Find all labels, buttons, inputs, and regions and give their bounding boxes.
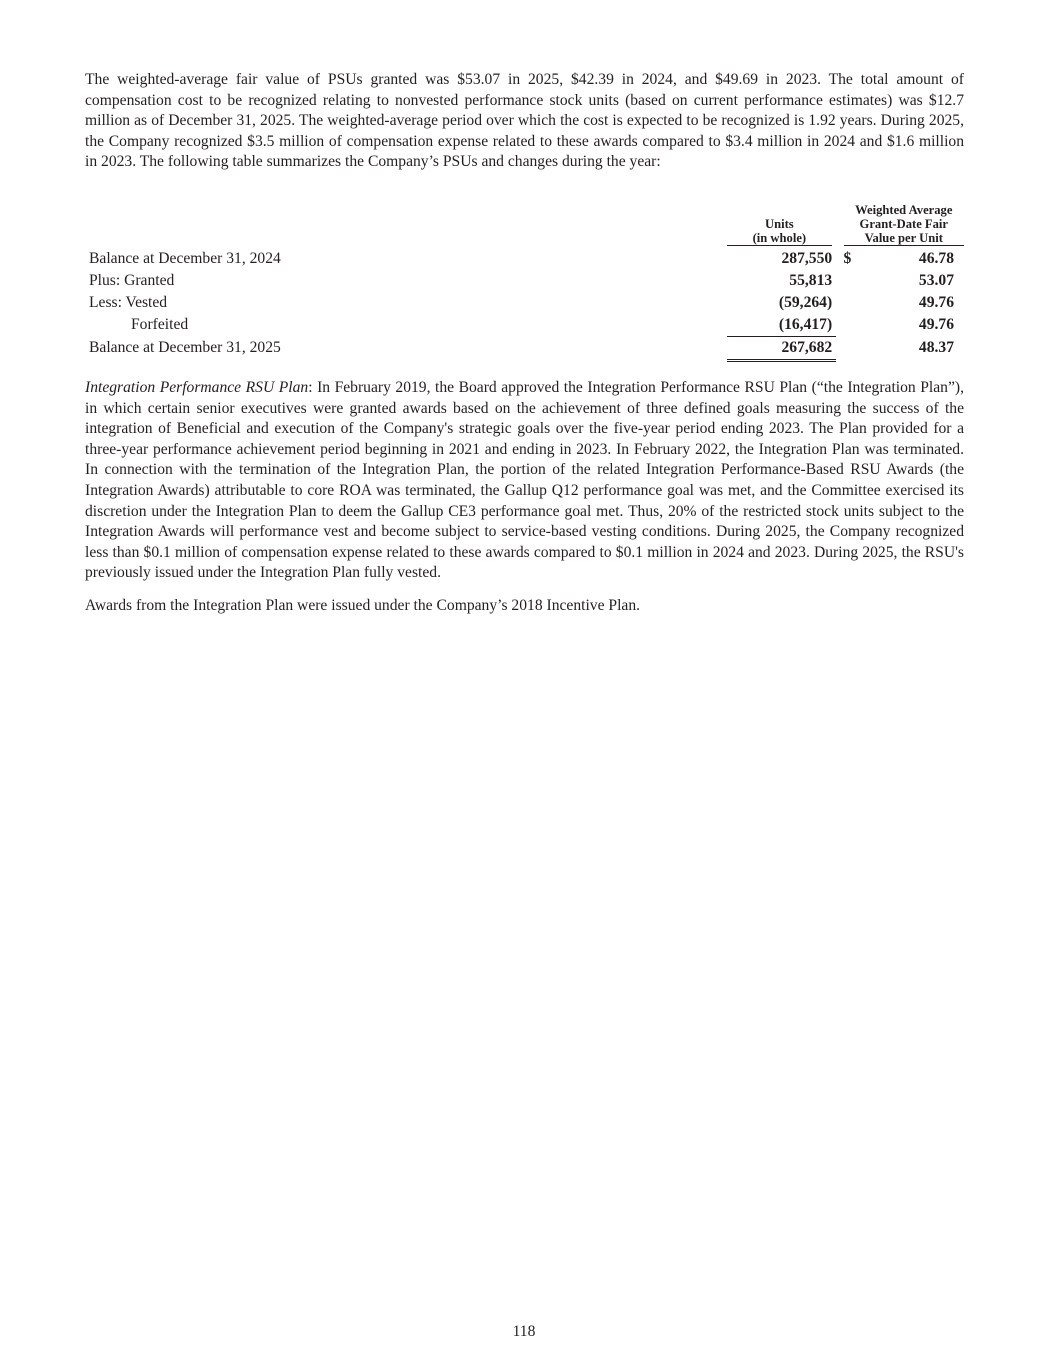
table-row [85,336,964,360]
row-label: Balance at December 31, 2024 [89,249,281,267]
intro-paragraph: The weighted-average fair value of PSUs granted was $53.07 in 2025, $42.39 in 2024, and $49.69 in 2023. The total amount of compensation cost to be recognized relating to nonvested performance stock units (based on current performance estimates) was $12.7 million as of December 31, 2025. The weighted-average period over which the cost is expected to be recognized is 1.92 years. During 2025, the Company recognized $3.5 million of compensation expense related to these awards compared to $3.4 million in 2024 and $1.6 million in 2023. The following table summarizes the Company’s PSUs and changes during the year: [85,71,964,171]
document-body [85,70,964,617]
row-units: (16,417) [727,314,837,337]
integration-paragraph [85,378,964,584]
row-value: 46.78 [918,249,954,267]
row-currency [844,314,861,337]
row-currency [844,292,861,314]
row-label: Less: Vested [89,293,168,311]
table-row [85,314,964,337]
row-value: 49.76 [918,293,954,311]
header-blank [85,203,727,248]
row-value: 49.76 [918,316,954,334]
integration-heading: Integration Performance RSU Plan [85,378,309,396]
psu-table [85,203,964,362]
row-label: Balance at December 31, 2025 [89,339,281,357]
awards-paragraph: Awards from the Integration Plan were issued under the Company’s 2018 Incentive Plan. [85,596,641,614]
header-value-line2: Grant-Date Fair [859,216,949,231]
table-row [85,292,964,314]
row-label: Forfeited [131,316,189,334]
row-units: 267,682 [727,336,837,360]
table-header-row [85,203,964,248]
integration-body: : In February 2019, the Board approved the Integration Performance RSU Plan (“the Integration Plan”), in which certain senior executives were granted awards based on the achievement of three defined goals measuring the success of the integration of Beneficial and execution of the Company's strategic goals over the five-year period ending 2023. The Plan provided for a three-year performance achievement period beginning in 2021 and ending in 2023. In February 2022, the Integration Plan was terminated. In connection with the termination of the Integration Plan, the portion of the related Integration Performance-Based RSU Awards (the Integration Awards) attributable to core ROA was terminated, the Gallup Q12 performance goal was met, and the Committee exercised its discretion under the Integration Plan to deem the Gallup CE3 performance goal met. Thus, 20% of the restricted stock units subject to the Integration Awards will performance vest and become subject to service-based vesting conditions. During 2025, the Company recognized less than $0.1 million of compensation expense related to these awards compared to $0.1 million in 2024 and 2023. During 2025, the RSU's previously issued under the Integration Plan fully vested. [85,378,964,582]
row-currency [844,270,861,292]
row-value: 53.07 [918,271,954,289]
table-row [85,270,964,292]
header-units-line2: (in whole) [752,230,807,245]
row-currency: $ [843,249,852,267]
row-units: 287,550 [781,249,833,267]
row-units: 55,813 [789,271,833,289]
row-value: 48.37 [918,339,954,357]
header-units [727,203,837,248]
row-units: (59,264) [778,293,833,311]
page-number: 118 [512,1323,536,1340]
header-value-line1: Weighted Average [855,202,953,217]
header-value [844,203,964,248]
row-currency [844,336,861,360]
table-row [85,248,964,270]
header-units-line1: Units [764,216,794,231]
row-label: Plus: Granted [89,271,175,289]
header-value-line3: Value per Unit [864,230,943,245]
